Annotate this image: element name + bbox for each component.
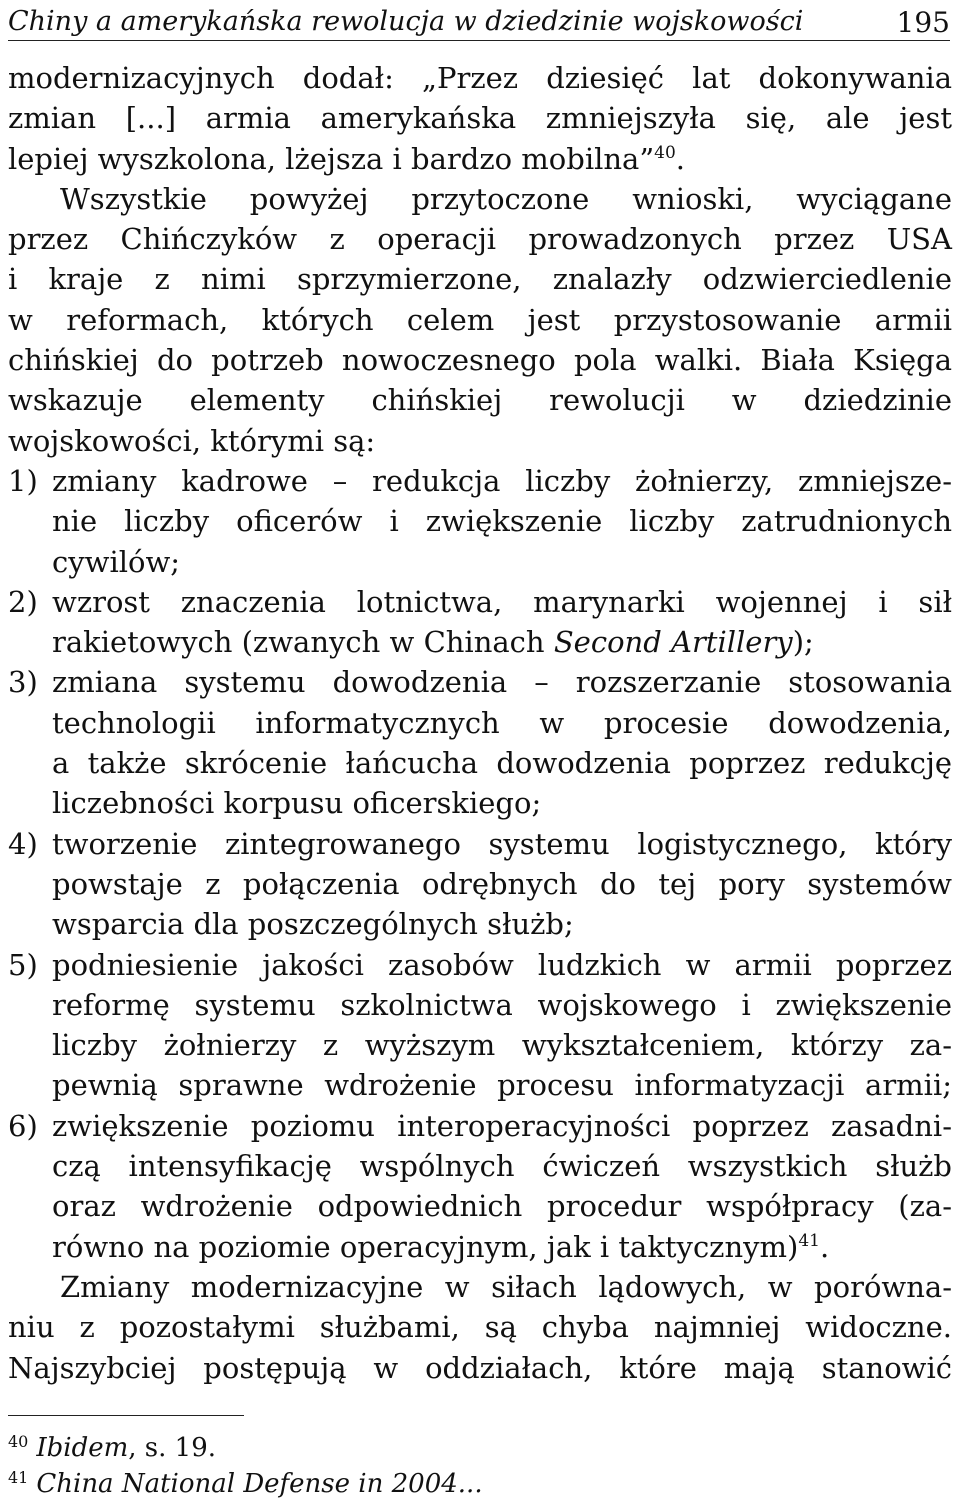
text-line: i kraje z nimi sprzymierzone, znalazły odzwierciedlenie [8, 262, 952, 297]
text-line: technologii informatycznych w procesie dowodzenia, [52, 705, 952, 740]
body-text [8, 58, 952, 1388]
text-line: podniesienie jakości zasobów ludzkich w armii poprzez [52, 947, 952, 982]
text-line: wzrost znaczenia lotnictwa, marynarki wojennej i sił [52, 584, 952, 619]
text-line: przez Chińczyków z operacji prowadzonych przez USA [8, 222, 952, 257]
text-line: zwiększenie poziomu interoperacyjności poprzez zasadni- [52, 1108, 952, 1143]
list-item [8, 582, 952, 663]
text-line: tworzenie zintegrowanego systemu logistycznego, który [52, 826, 952, 861]
list-item [8, 662, 952, 823]
text-line: niu z pozostałymi służbami, są chyba najmniej widoczne. [8, 1310, 952, 1345]
text-line: zmian [...] armia amerykańska zmniejszyła się, ale jest [8, 101, 952, 136]
footnote-number: 40 [8, 1432, 29, 1451]
footnote-text: , s. 19. [128, 1433, 217, 1463]
text-line: zmiany kadrowe – redukcja liczby żołnierzy, zmniejsze- [52, 463, 952, 498]
text-line: nie liczby oficerów i zwiększenie liczby zatrudnionych [52, 504, 952, 539]
text-line: oraz wdrożenie odpowiednich procedur współpracy (za- [52, 1189, 952, 1224]
footnote-rule [8, 1415, 244, 1416]
text-line: modernizacyjnych dodał: „Przez dziesięć lat dokonywania [8, 61, 952, 95]
footnote [8, 1468, 483, 1499]
text-line: wsparcia dla poszczególnych służb; [52, 907, 574, 942]
text-line: rakietowych (zwanych w Chinach Second Artillery); [52, 625, 814, 660]
text-line: czą intensyfikację wspólnych ćwiczeń wszystkich służb [52, 1149, 952, 1184]
page-number: 195 [896, 6, 950, 39]
text-line: liczebności korpusu oficerskiego; [52, 786, 542, 821]
text-line: cywilów; [52, 544, 181, 579]
text-line: a także skrócenie łańcucha dowodzenia poprzez redukcję [52, 746, 952, 781]
list-item [8, 824, 952, 945]
text-line: równo na poziomie operacyjnym, jak i taktycznym)$^{41}$. [52, 1229, 830, 1264]
italic-term: Second Artillery [553, 625, 793, 660]
list-item-number: 3) [8, 665, 38, 700]
text-line: zmiana systemu dowodzenia – rozszerzanie stosowania [52, 665, 952, 700]
text-line: Zmiany modernizacyjne w siłach lądowych, w porówna- [60, 1269, 952, 1304]
list-item [8, 1106, 952, 1267]
running-title: Chiny a amerykańska rewolucja w dziedzinie wojskowości [8, 6, 804, 37]
text-line: lepiej wyszkolona, lżejsza i bardzo mobilna”$^{40}$. [8, 141, 686, 176]
text-line: wojskowości, którymi są: [8, 423, 376, 458]
text-line: wskazuje elementy chińskiej rewolucji w dziedzinie [8, 383, 952, 418]
text-line: pewnią sprawne wdrożenie procesu informatyzacji armii; [52, 1068, 952, 1103]
footnote [8, 1432, 216, 1463]
footnote-italic: China National Defense in 2004... [36, 1469, 483, 1499]
footnote-italic: Ibidem [36, 1433, 129, 1463]
list-item-number: 4) [8, 826, 38, 861]
text-line: Najszybciej postępują w oddziałach, które mają stanowić [8, 1350, 952, 1385]
text-line: liczby żołnierzy z wyższym wykształceniem, którzy za- [52, 1028, 952, 1063]
list-item-number: 1) [8, 463, 38, 498]
list-item [8, 945, 952, 1106]
text-line: powstaje z połączenia odrębnych do tej pory systemów [52, 866, 952, 901]
list-item [8, 461, 952, 582]
list-item-number: 2) [8, 584, 38, 619]
footnote-ref[interactable]: 40 [654, 142, 676, 163]
text-line: Wszystkie powyżej przytoczone wnioski, wyciągane [60, 181, 952, 216]
text-line: reformę systemu szkolnictwa wojskowego i zwiększenie [52, 987, 952, 1022]
text-line: chińskiej do potrzeb nowoczesnego pola walki. Biała Księga [8, 343, 952, 378]
list-item-number: 5) [8, 947, 38, 982]
footnote-ref[interactable]: 41 [798, 1230, 820, 1251]
running-header [8, 4, 950, 41]
footnote-number: 41 [8, 1468, 29, 1487]
list-item-number: 6) [8, 1108, 38, 1143]
text-line: w reformach, których celem jest przystosowanie armii [8, 302, 952, 337]
